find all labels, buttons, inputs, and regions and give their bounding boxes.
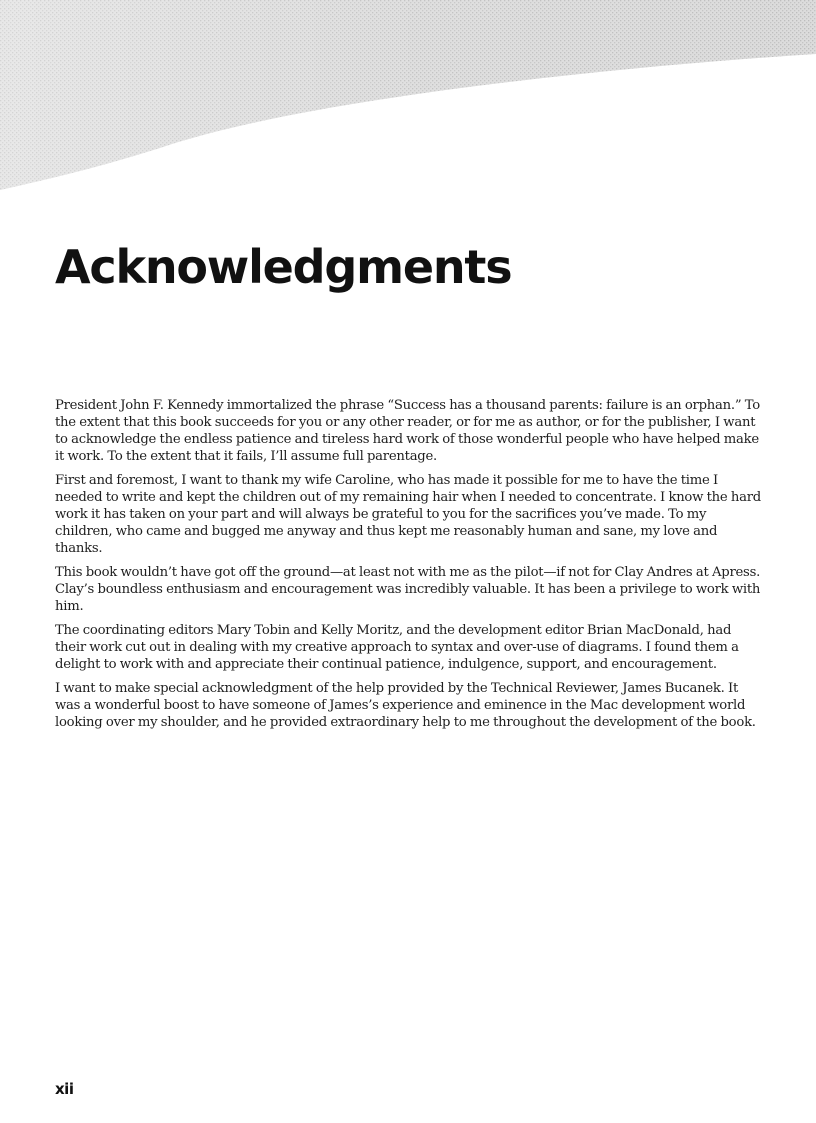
paragraph: First and foremost, I want to thank my wife Caroline, who has made it possible for me to have the time I needed to write and kept the children out of my remaining hair when I needed to concentrate. I know the hard work it has taken on your part and will always be grateful to you for the sacrifices you’ve made. To my children, who came and bugged me anyway and thus kept me reasonably human and sane, my love and thanks. [55,473,761,556]
paragraph: President John F. Kennedy immortalized the phrase “Success has a thousand parents: failure is an orphan.” To the extent that this book succeeds for you or any other reader, or for me as author, or for the publisher, I want to acknowledge the endless patience and tireless hard work of those wonderful people who have helped make it work. To the extent that it fails, I’ll assume full parentage. [55,398,760,464]
page-number: xii [55,1080,74,1098]
paragraph: This book wouldn’t have got off the ground—at least not with me as the pilot—if not for Clay Andres at Apress. Clay’s boundless enthusiasm and encouragement was incredibly valuable. It has been a privilege to work with him. [55,565,761,614]
paragraph: I want to make special acknowledgment of the help provided by the Technical Reviewer, James Bucanek. It was a wonderful boost to have someone of James’s experience and eminence in the Mac development world looking over my shoulder, and he provided extraordinary help to me throughout the development of the book. [55,681,756,730]
paragraph: The coordinating editors Mary Tobin and Kelly Moritz, and the development editor Brian MacDonald, had their work cut out in dealing with my creative approach to syntax and over-use of diagrams. I found them a delight to work with and appreciate their continual patience, indulgence, support, and encouragement. [55,623,739,672]
header-swoosh-graphic [0,0,816,200]
page-title: Acknowledgments [55,240,512,294]
acknowledgments-body [55,397,765,738]
